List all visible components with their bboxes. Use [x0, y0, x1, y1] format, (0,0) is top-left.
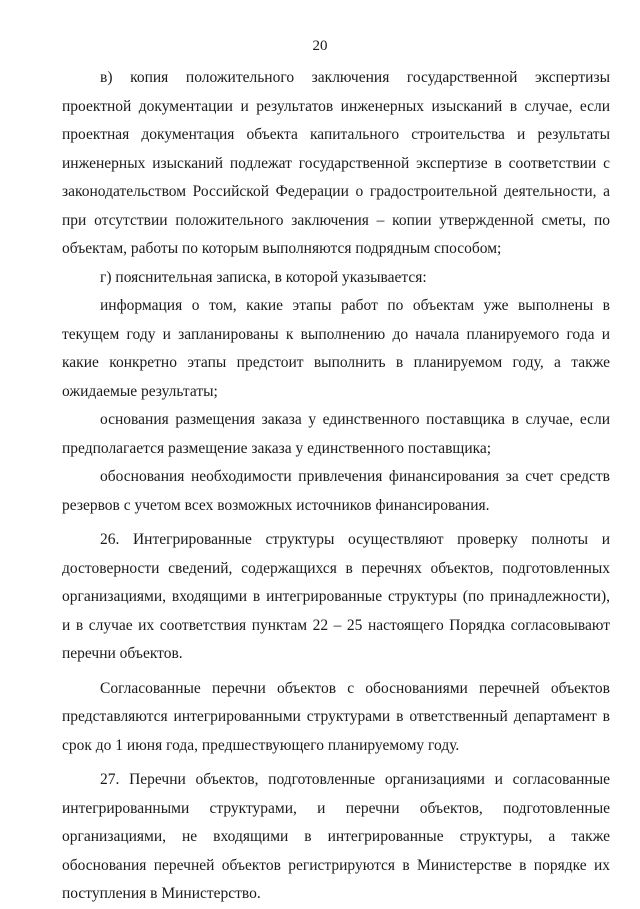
- paragraph-item-26: 26. Интегрированные структуры осуществляют проверку полноты и достоверности сведений, содержащихся в перечнях объектов, подготовленных организациями, входящими в интегрированные структуры (по принадлежности), и в случае их соответствия пунктам 22 – 25 настоящего Порядка согласовывают перечни объектов.: [62, 531, 610, 662]
- document-body: [62, 64, 610, 909]
- paragraph-item-27: 27. Перечни объектов, подготовленные организациями и согласованные интегрированными структурами, и перечни объектов, подготовленные организациями, не входящими в интегрированные структуры, а также обоснования перечней объектов регистрируются в Министерстве в порядке их поступления в Министерство.: [62, 771, 610, 902]
- paragraph-work-stages-info: информация о том, какие этапы работ по объектам уже выполнены в текущем году и запланированы к выполнению до начала планируемого года и какие конкретно этапы предстоит выполнить в планируемом году, а также ожидаемые результаты;: [62, 297, 610, 400]
- page-number: 20: [312, 38, 328, 54]
- paragraph-single-supplier-grounds: основания размещения заказа у единственного поставщика в случае, если предполагается размещение заказа у единственного поставщика;: [62, 411, 610, 457]
- paragraph-approved-lists-submission: Согласованные перечни объектов с обоснованиями перечней объектов представляются интегрированными структурами в ответственный департамент в срок до 1 июня года, предшествующего планируемому году.: [62, 679, 610, 754]
- paragraph-v-project-expertise-copy: в) копия положительного заключения государственной экспертизы проектной документации и результатов инженерных изысканий в случае, если проектная документация объекта капитального строительства и результаты инженерных изысканий подлежат государственной экспертизе в соответствии с законодательством Российской Федерации о градостроительной деятельности, а при отсутствии положительного заключения – копии утвержденной сметы, по объектам, работы по которым выполняются подрядным способом;: [62, 69, 610, 257]
- paragraph-reserve-funding-justification: обоснования необходимости привлечения финансирования за счет средств резервов с учетом всех возможных источников финансирования.: [62, 468, 610, 514]
- paragraph-g-explanatory-note: г) пояснительная записка, в которой указывается:: [100, 268, 427, 286]
